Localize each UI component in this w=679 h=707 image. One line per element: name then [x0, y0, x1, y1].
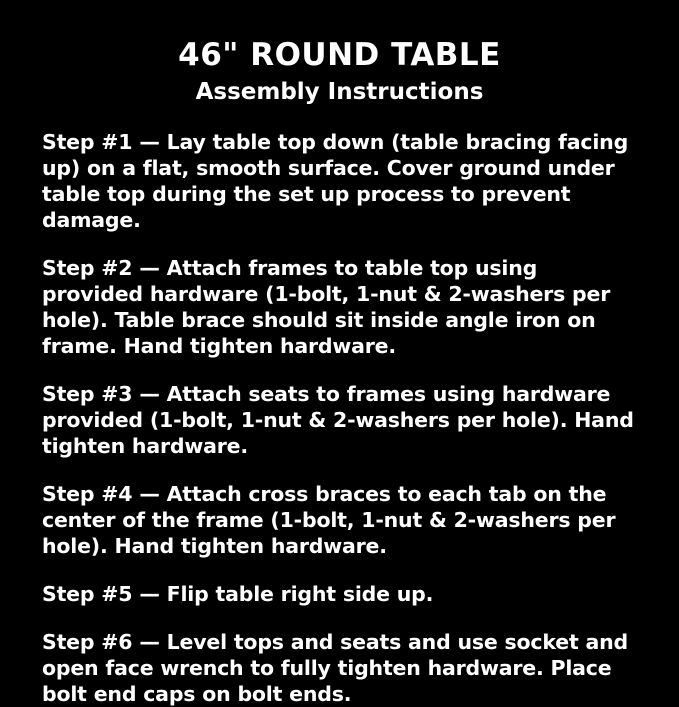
step-4-label: Step #4 [42, 481, 133, 506]
step-5 [42, 581, 637, 607]
step-6-label: Step #6 [42, 629, 133, 654]
step-2-dash: — [139, 255, 160, 280]
step-3-dash: — [139, 381, 160, 406]
step-2-label: Step #2 [42, 255, 133, 280]
step-5-label: Step #5 [42, 581, 133, 606]
step-6 [42, 629, 637, 707]
step-1-text: Lay table top down (table bracing facing up) on a flat, smooth surface. Cover ground under table top during the set up process to prevent damage. [42, 129, 629, 232]
header [42, 38, 637, 105]
step-5-text: Flip table right side up. [166, 581, 434, 606]
step-1-label: Step #1 [42, 129, 133, 154]
step-3-label: Step #3 [42, 381, 133, 406]
step-2 [42, 255, 637, 359]
step-4 [42, 481, 637, 559]
step-6-dash: — [139, 629, 160, 654]
steps-list [42, 129, 637, 707]
step-3 [42, 381, 637, 459]
step-1 [42, 129, 637, 233]
step-3-text: Attach seats to frames using hardware provided (1-bolt, 1-nut & 2-washers per hole). Hand tighten hardware. [42, 381, 634, 458]
page-subtitle: Assembly Instructions [195, 78, 484, 105]
step-2-text: Attach frames to table top using provided hardware (1-bolt, 1-nut & 2-washers per hole). Table brace should sit inside angle iron on frame. Hand tighten hardware. [42, 255, 611, 358]
step-4-dash: — [139, 481, 160, 506]
step-5-dash: — [139, 581, 160, 606]
page-title: 46" ROUND TABLE [178, 37, 501, 73]
step-4-text: Attach cross braces to each tab on the center of the frame (1-bolt, 1-nut & 2-washers per hole). Hand tighten hardware. [42, 481, 616, 558]
step-1-dash: — [139, 129, 160, 154]
step-6-text: Level tops and seats and use socket and open face wrench to fully tighten hardware. Place bolt end caps on bolt ends. [42, 629, 628, 706]
